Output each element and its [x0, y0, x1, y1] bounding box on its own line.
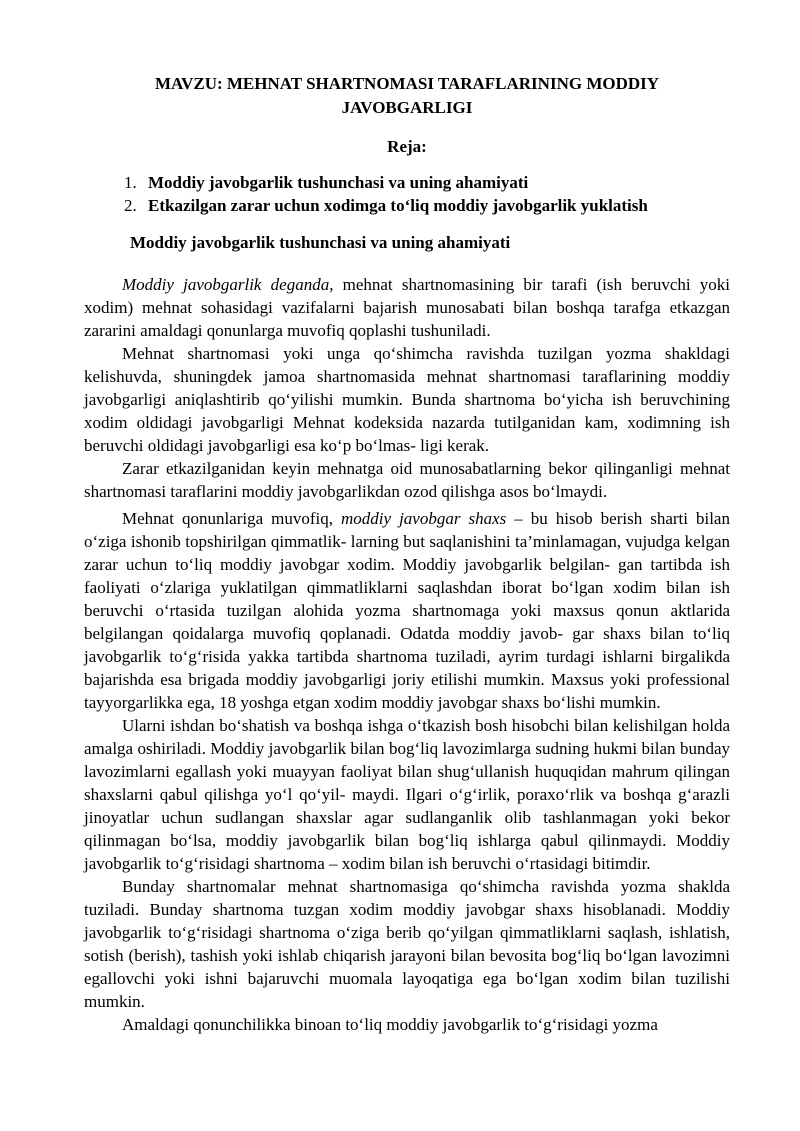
- paragraph-6: Bunday shartnomalar mehnat shartnomasiga qo‘shimcha ravishda yozma shaklda tuziladi. Bunday shartnoma tuzgan xodim moddiy javobgar shaxs hisoblanadi. Moddiy javobgarlik to‘g‘risidagi shartnoma o‘ziga berib qo‘yilgan qimmatliklarni saqlash, ishlatish, sotish (berish), tashish yoki ishlab chiqarish jarayoni bilan bevosita bog‘liq bo‘lgan lavozimni egallovchi yoki ishni bajaruvchi muomala layoqatiga ega bo‘lgan xodim bilan tuzilishi mumkin.: [84, 877, 730, 1011]
- paragraph-7: Amaldagi qonunchilikka binoan to‘liq moddiy javobgarlik to‘g‘risidagi yozma: [122, 1015, 658, 1034]
- document-title: [84, 72, 730, 120]
- paragraph-4-text: – bu hisob berish sharti bilan o‘ziga ishonib topshirilgan qimmatlik- larning but saqlanishini ta’minlamagan, vujudga kelgan zarar uchun to‘liq moddiy javobgar xodim. Moddiy javobgarlik belgilan- gan tartibda ish faoliyati o‘zlariga yuklatilgan qimmatliklarni saqlashdan iborat bo‘lgan xodim bilan ish beruvchi o‘rtasida tuzilgan alohida yozma shartnomaga yoki maxsus qonun aktlarida belgilangan qoidalarga muvofiq qoplanadi. Odatda moddiy javob- gar shaxs bilan to‘liq javobgarlik to‘g‘risida yakka tartibda shartnoma tuziladi, ayrim turdagi ishlarni birgalikda bajarishda esa brigada moddiy javobgarligi joriy etilishi mumkin. Maxsus yoki professional tayyorgarlikka ega, 18 yoshga etgan xodim moddiy javobgar shaxs bo‘lishi mumkin.: [84, 509, 730, 712]
- plan-item-text: Moddiy javobgarlik tushunchasi va uning ahamiyati: [148, 173, 529, 192]
- paragraph-1: [84, 273, 730, 342]
- title-line-2: JAVOBGARLIGI: [341, 98, 473, 117]
- plan-item: [124, 194, 730, 217]
- definition-term: Moddiy javobgarlik deganda,: [122, 275, 334, 294]
- defined-term: moddiy javobgar shaxs: [341, 509, 507, 528]
- plan-heading: Reja:: [387, 137, 427, 156]
- plan-item-number: 2.: [124, 196, 137, 215]
- plan-item: [124, 171, 730, 194]
- plan-list: [84, 171, 730, 217]
- section-heading: Moddiy javobgarlik tushunchasi va uning ahamiyati: [130, 233, 511, 252]
- plan-item-number: 1.: [124, 173, 137, 192]
- plan-item-text: Etkazilgan zarar uchun xodimga to‘liq moddiy javobgarlik yuklatish: [148, 196, 648, 215]
- paragraph-4-lead: Mehnat qonunlariga muvofiq,: [122, 509, 342, 528]
- paragraph-3: Zarar etkazilganidan keyin mehnatga oid munosabatlarning bekor qilinganligi mehnat shartnomasi taraflarini moddiy javobgarlikdan ozod qilishga asos bo‘lmaydi.: [84, 459, 730, 501]
- title-line-1: MAVZU: MEHNAT SHARTNOMASI TARAFLARINING MODDIY: [154, 74, 660, 93]
- paragraph-5: Ularni ishdan bo‘shatish va boshqa ishga o‘tkazish bosh hisobchi bilan kelishilgan holda amalga oshiriladi. Moddiy javobgarlik bilan bog‘liq lavozimlarga sudning hukmi bilan bunday lavozimlarni egallash yoki muayyan faoliyat bilan shug‘ullanish huquqidan mahrum qilingan shaxslarni qabul qilishga yo‘l qo‘yil- maydi. Ilgari o‘g‘irlik, poraxo‘rlik va boshqa g‘arazli jinoyatlar uchun sudlangan shaxslar agar sudlanganlik olib tashlanmagan yoki bekor qilinmagan bo‘lsa, moddiy javobgarlik bilan bog‘liq ishlarga qabul qilinmaydi. Moddiy javobgarlik to‘g‘risidagi shartnoma – xodim bilan ish beruvchi o‘rtasidagi bitimdir.: [84, 716, 730, 873]
- paragraph-4: [84, 507, 730, 714]
- paragraph-1-text: mehnat shartnomasining bir tarafi (ish beruvchi yoki xodim) mehnat sohasidagi vazifalarni bajarish munosabati bilan boshqa tarafga etkazgan zararini amaldagi qonunlarga muvofiq qoplashi tushuniladi.: [84, 275, 730, 340]
- document-page: [84, 72, 730, 1036]
- paragraph-2: Mehnat shartnomasi yoki unga qo‘shimcha ravishda tuzilgan yozma shakldagi kelishuvda, shuningdek jamoa shartnomasida mehnat shartnomasi taraflarining moddiy javobgarligi aniqlashtirib qo‘yilishi mumkin. Bunda shartnoma bo‘yicha ish beruvchining xodim oldidagi javobgarligi Mehnat kodeksida nazarda tutilganidan kam, xodimning ish beruvchi oldidagi javobgarligi esa ko‘p bo‘lmas- ligi kerak.: [84, 344, 730, 455]
